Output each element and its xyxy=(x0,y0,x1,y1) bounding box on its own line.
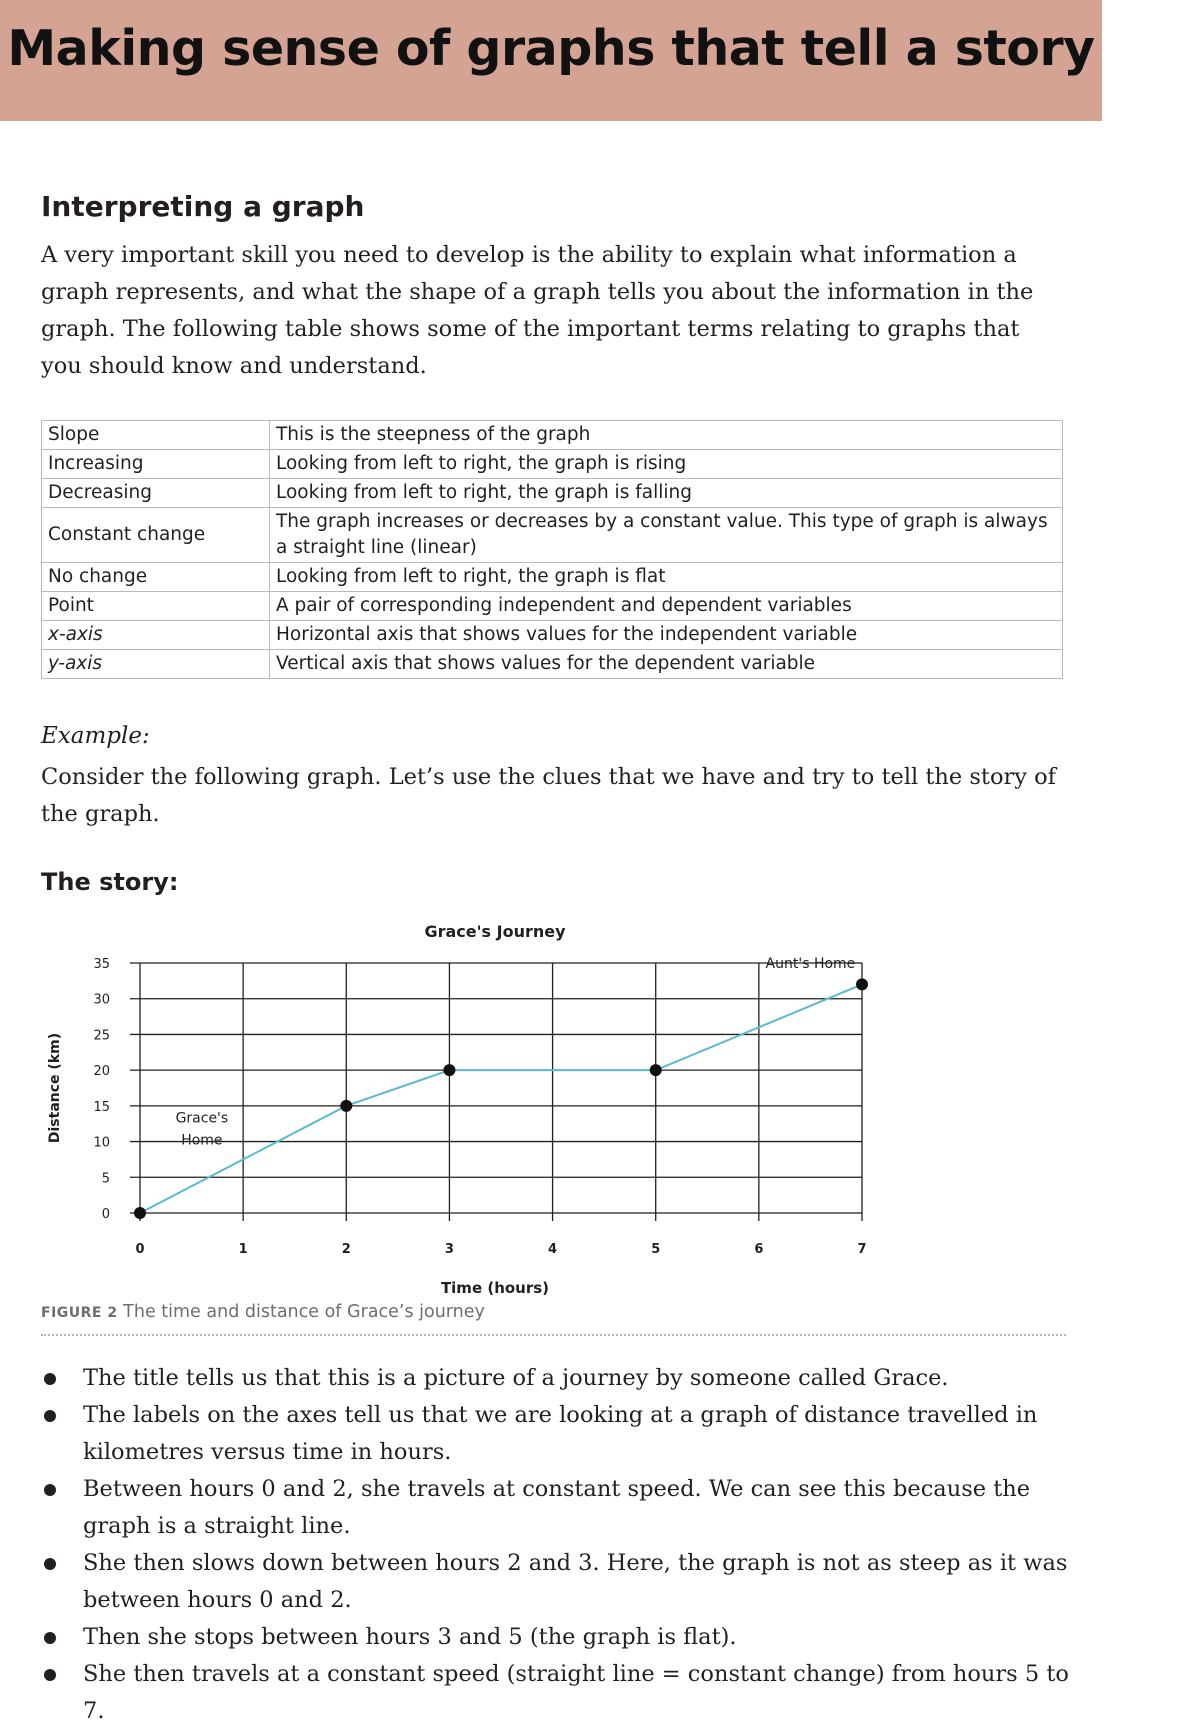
section-heading: Interpreting a graph xyxy=(41,190,365,223)
intro-paragraph: A very important skill you need to develop is the ability to explain what information a graph represents, and what the shape of a graph tells you about the information in the graph. The following table shows some of the important terms relating to graphs that you should know and understand. xyxy=(41,242,1034,379)
list-item-text: Then she stops between hours 3 and 5 (the graph is flat). xyxy=(83,1624,737,1650)
data-point xyxy=(650,1064,662,1076)
definition-cell: The graph increases or decreases by a constant value. This type of graph is always a straight line (linear) xyxy=(270,508,1063,563)
x-axis-label: Time (hours) xyxy=(440,1279,550,1295)
data-point xyxy=(856,978,868,990)
list-item-text: The title tells us that this is a picture of a journey by someone called Grace. xyxy=(83,1365,949,1391)
chart-title: Grace's Journey xyxy=(424,922,566,941)
y-tick-label: 5 xyxy=(101,1171,110,1187)
table-row xyxy=(42,508,1063,563)
x-tick-label: 1 xyxy=(238,1242,248,1257)
y-tick-label: 35 xyxy=(93,957,110,972)
term-cell: Increasing xyxy=(42,450,270,479)
definition-cell: Looking from left to right, the graph is falling xyxy=(270,479,1063,508)
figure-caption-text: The time and distance of Grace’s journey xyxy=(123,1302,485,1322)
x-tick-label: 4 xyxy=(548,1242,558,1257)
definition-cell: Looking from left to right, the graph is rising xyxy=(270,450,1063,479)
chart-series xyxy=(134,978,868,1219)
definition-cell: Horizontal axis that shows values for the independent variable xyxy=(270,621,1063,650)
list-item xyxy=(41,1545,1081,1619)
table-row xyxy=(42,479,1063,508)
x-tick-label: 5 xyxy=(651,1242,661,1257)
definition-cell: Vertical axis that shows values for the dependent variable xyxy=(270,650,1063,679)
list-item xyxy=(41,1471,1081,1545)
list-item-text: Between hours 0 and 2, she travels at constant speed. We can see this because the graph is a straight line. xyxy=(83,1476,1031,1539)
definition-cell: This is the steepness of the graph xyxy=(270,421,1063,450)
table-row xyxy=(42,592,1063,621)
example-text: Consider the following graph. Let’s use the clues that we have and try to tell the story of the graph. xyxy=(41,764,1057,827)
term-cell: Decreasing xyxy=(42,479,270,508)
bullet-icon xyxy=(44,1669,56,1681)
list-item xyxy=(41,1619,1081,1656)
table-row xyxy=(42,621,1063,650)
definition-cell: Looking from left to right, the graph is flat xyxy=(270,563,1063,592)
y-tick-label: 15 xyxy=(93,1099,110,1115)
table-row xyxy=(42,421,1063,450)
annotation-graces-home xyxy=(176,1110,229,1148)
y-tick-label: 0 xyxy=(101,1207,110,1222)
figure-caption xyxy=(41,1302,485,1322)
page-title: Making sense of graphs that tell a story xyxy=(7,20,1095,77)
bullet-icon xyxy=(44,1373,56,1385)
story-heading: The story: xyxy=(41,868,179,896)
bullet-icon xyxy=(44,1632,56,1644)
x-tick-label: 7 xyxy=(857,1242,867,1257)
term-cell: x-axis xyxy=(42,621,270,650)
list-item-text: The labels on the axes tell us that we are looking at a graph of distance travelled in kilometres versus time in hours. xyxy=(83,1402,1038,1465)
term-cell: No change xyxy=(42,563,270,592)
journey-chart xyxy=(0,895,1100,1295)
bullet-icon xyxy=(44,1558,56,1570)
x-tick-label: 0 xyxy=(135,1242,145,1257)
list-item-text: She then travels at a constant speed (straight line = constant change) from hours 5 to 7. xyxy=(83,1661,1069,1724)
figure-label: FIGURE 2 xyxy=(41,1305,118,1321)
list-item xyxy=(41,1360,1081,1397)
list-item xyxy=(41,1397,1081,1471)
table-row xyxy=(42,650,1063,679)
y-axis-label: Distance (km) xyxy=(47,1032,63,1144)
data-point xyxy=(340,1100,352,1112)
table-row xyxy=(42,563,1063,592)
chart-grid xyxy=(130,963,862,1221)
term-cell: Point xyxy=(42,592,270,621)
annotation-aunts-home: Aunt's Home xyxy=(765,956,856,973)
chart-labels xyxy=(47,922,867,1295)
definition-cell: A pair of corresponding independent and dependent variables xyxy=(270,592,1063,621)
terms-table xyxy=(41,420,1063,679)
list-item xyxy=(41,1656,1081,1730)
bullet-icon xyxy=(44,1484,56,1496)
term-cell: y-axis xyxy=(42,650,270,679)
series-line xyxy=(140,984,862,1213)
bullet-icon xyxy=(44,1410,56,1422)
example-label: Example: xyxy=(41,723,150,749)
data-point xyxy=(443,1064,455,1076)
y-tick-label: 30 xyxy=(93,992,110,1008)
y-tick-label: 20 xyxy=(93,1064,110,1080)
term-cell: Constant change xyxy=(42,508,270,563)
story-list xyxy=(41,1360,1081,1730)
list-item-text: She then slows down between hours 2 and 3. Here, the graph is not as steep as it was between hours 0 and 2. xyxy=(83,1550,1068,1613)
annotation-line: Grace's xyxy=(175,1110,229,1127)
x-tick-label: 6 xyxy=(754,1242,764,1257)
divider xyxy=(41,1334,1066,1336)
term-cell: Slope xyxy=(42,421,270,450)
title-banner xyxy=(0,0,1102,121)
data-point xyxy=(134,1207,146,1219)
x-tick-label: 3 xyxy=(444,1242,454,1257)
x-tick-label: 2 xyxy=(341,1242,351,1257)
annotation-line: Home xyxy=(181,1132,223,1149)
y-tick-label: 25 xyxy=(93,1028,110,1044)
table-row xyxy=(42,450,1063,479)
y-tick-label: 10 xyxy=(93,1135,110,1151)
